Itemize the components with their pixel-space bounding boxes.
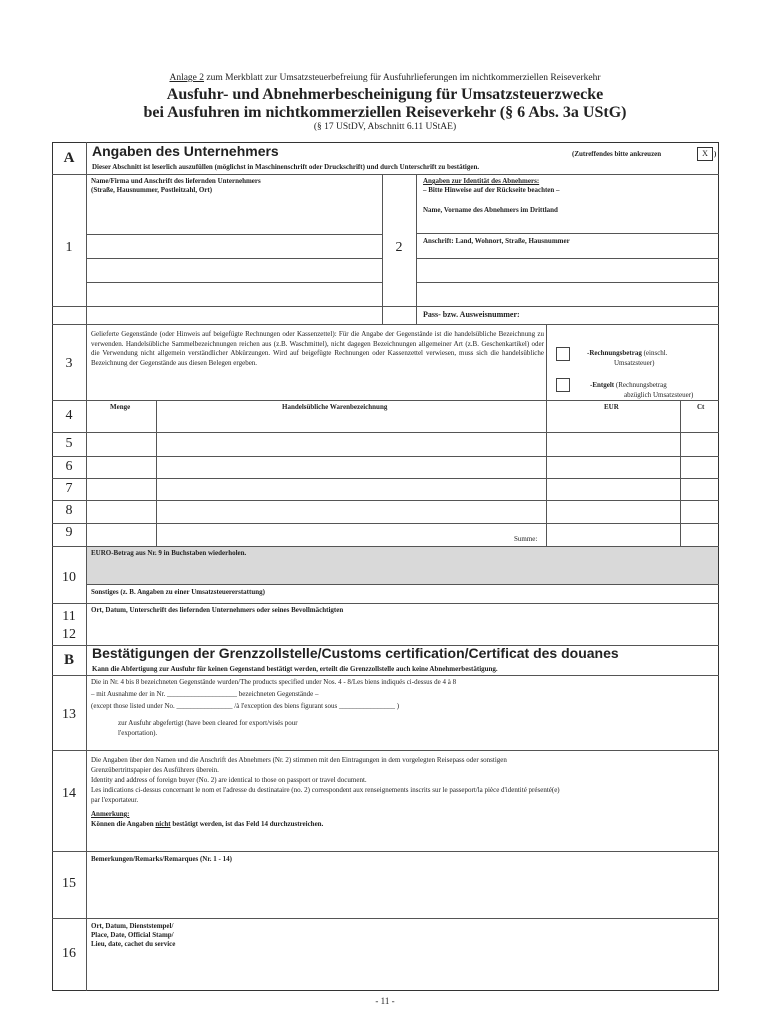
divider	[156, 400, 157, 547]
row2-label-2: – Bitte Hinweise auf der Rückseite beachten –	[423, 186, 560, 194]
row-number-11: 11	[62, 609, 76, 624]
annex-text: zum Merkblatt zur Umsatzsteuerbefreiung für Ausfuhrlieferungen im nichtkommerziellen Reiseverkehr	[204, 73, 601, 83]
row14-note	[91, 820, 323, 829]
row-number-10: 10	[62, 570, 76, 585]
divider	[86, 584, 719, 585]
section-a-title: Angaben des Unternehmers	[92, 143, 279, 159]
row1-label-1: Name/Firma und Anschrift des liefernden Unternehmers	[91, 177, 261, 185]
row3-text: Gelieferte Gegenstände (oder Hinweis auf beigefügte Rechnungen oder Kassenzettel): Für die Angabe der Gegenstände ist die handelsübliche Bezeichnung zu verwenden. Handelsübliche Sammelbezeichnungen reichen aus (z.B. Waschmittel), nicht dagegen Bezeichnungen allgemeiner Art (z.B. Geschenkartikel) oder die Verwendung nicht allgemein verständlicher Abkürzungen. Wird auf beigefügte Rechnungen oder Kassenzettel verwiesen, muss sich die handelsübliche Bezeichnung der Gegenstände aus diesen Belegen ergeben.	[91, 330, 544, 367]
check-hint-close: )	[714, 150, 717, 158]
divider	[52, 500, 719, 501]
row-number-15: 15	[62, 876, 76, 891]
divider	[52, 478, 719, 479]
option-entgelt-rest: (Rechnungsbetrag	[614, 381, 667, 389]
divider	[86, 234, 382, 235]
row-number-6: 6	[65, 459, 73, 474]
divider	[86, 258, 382, 259]
divider	[416, 233, 719, 234]
row2-name-label: Name, Vorname des Abnehmers im Drittland	[423, 206, 558, 214]
row14-note-b: bestätigt werden, ist das Feld 14 durchzustreichen.	[170, 820, 324, 828]
divider	[52, 456, 719, 457]
document-title-2: bei Ausfuhren im nichtkommerziellen Reiseverkehr (§ 6 Abs. 3a UStG)	[143, 104, 627, 121]
check-example-box: X	[697, 147, 713, 161]
row-number-7: 7	[65, 481, 73, 496]
row2-label-1: Angaben zur Identität des Abnehmers:	[423, 177, 540, 185]
row14-line-3: Identity and address of foreign buyer (No. 2) are identical to those on passport or travel document.	[91, 776, 367, 784]
divider	[52, 603, 719, 604]
divider	[416, 282, 719, 283]
divider	[52, 400, 719, 401]
row13-line-1: Die in Nr. 4 bis 8 bezeichneten Gegenstände wurden/The products specified under Nos. 4 - 8/Les biens indiqués ci-dessus de 4 à 8	[91, 678, 457, 686]
col-eur: EUR	[604, 403, 619, 411]
divider	[52, 324, 719, 325]
option-rechnungsbetrag-bold: -Rechnungsbetrag	[587, 349, 642, 357]
divider	[52, 675, 719, 676]
page-number: - 11 -	[375, 996, 395, 1006]
row14-note-u: nicht	[155, 820, 171, 828]
row10-label: EURO-Betrag aus Nr. 9 in Buchstaben wiederholen.	[91, 549, 247, 557]
divider	[416, 174, 417, 324]
row11-label: Ort, Datum, Unterschrift des liefernden Unternehmers oder seines Bevollmächtigten	[91, 606, 344, 614]
row14-note-title: Anmerkung:	[91, 810, 130, 818]
section-a-instruction: Dieser Abschnitt ist leserlich auszufüllen (möglichst in Maschinenschrift oder Druckschrift) und durch Unterschrift zu bestätigen.	[92, 163, 480, 171]
divider	[52, 918, 719, 919]
option-entgelt-line2: abzüglich Umsatzsteuer)	[624, 391, 694, 399]
row1-label-2: (Straße, Hausnummer, Postleitzahl, Ort)	[91, 186, 213, 194]
row-number-8: 8	[65, 503, 73, 518]
divider	[680, 400, 681, 547]
divider	[546, 400, 547, 547]
document-title: Ausfuhr- und Abnehmerbescheinigung für Umsatzsteuerzwecke	[166, 86, 604, 103]
section-b-instruction: Kann die Abfertigung zur Ausfuhr für keinen Gegenstand bestätigt werden, erteilt die Grenzzollstelle auch keine Abnehmerbestätigung.	[92, 665, 498, 673]
divider	[546, 324, 547, 400]
row-number-5: 5	[65, 436, 73, 451]
row14-line-4: Les indications ci-dessus concernant le nom et l'adresse du destinataire (no. 2) correspondent aux renseignements inscrits sur le passeport/la pièce d'identité présenté(e)	[91, 786, 560, 794]
divider	[86, 282, 382, 283]
row14-line-1: Die Angaben über den Namen und die Anschrift des Abnehmers (Nr. 2) stimmen mit den Eintragungen in dem vorgelegten Reisepass oder sonstigen	[91, 756, 507, 764]
row-number-16: 16	[62, 946, 76, 961]
option-entgelt	[590, 381, 667, 390]
row13-line-2: – mit Ausnahme der in Nr. ____________________ bezeichneten Gegenstände –	[91, 690, 319, 698]
row-number-14: 14	[62, 786, 76, 801]
row13-line-4: zur Ausfuhr abgefertigt (have been cleared for export/visés pour	[118, 719, 298, 727]
row2-passport-label: Pass- bzw. Ausweisnummer:	[423, 310, 520, 319]
summe-label: Summe:	[514, 535, 538, 543]
row14-line-5: par l'exportateur.	[91, 796, 139, 804]
row-number-1: 1	[65, 240, 73, 255]
row16-line-3: Lieu, date, cachet du service	[91, 940, 176, 948]
col-bezeichnung: Handelsübliche Warenbezeichnung	[282, 403, 388, 411]
divider	[52, 306, 719, 307]
row14-note-a: Können die Angaben	[91, 820, 156, 828]
divider	[416, 258, 719, 259]
col-ct: Ct	[697, 403, 705, 411]
row-number-2: 2	[395, 240, 403, 255]
section-b-letter: B	[63, 652, 74, 668]
divider	[52, 432, 719, 433]
row-number-12: 12	[62, 627, 76, 642]
annex-link: Anlage 2	[169, 73, 205, 83]
divider	[52, 523, 719, 524]
row2-address-label: Anschrift: Land, Wohnort, Straße, Hausnummer	[423, 237, 570, 245]
section-b-title: Bestätigungen der Grenzzollstelle/Customs certification/Certificat des douanes	[92, 645, 619, 661]
col-menge: Menge	[110, 403, 131, 411]
document-subtitle: (§ 17 UStDV, Abschnitt 6.11 UStAE)	[313, 122, 457, 132]
row-number-9: 9	[65, 525, 73, 540]
row16-line-2: Place, Date, Official Stamp/	[91, 931, 174, 939]
divider	[52, 750, 719, 751]
row-number-13: 13	[62, 707, 76, 722]
row10b-label: Sonstiges (z. B. Angaben zu einer Umsatzsteuererstattung)	[91, 588, 265, 596]
section-a-letter: A	[63, 150, 75, 166]
row15-label: Bemerkungen/Remarks/Remarques (Nr. 1 - 14)	[91, 855, 232, 863]
annex-line	[0, 73, 770, 83]
divider	[52, 174, 719, 175]
option-entgelt-bold: -Entgelt	[590, 381, 615, 389]
row13-line-3: (except those listed under No. ________________ /à l'exception des biens figurant sous ________________ )	[91, 702, 400, 710]
checkbox-rechnungsbetrag[interactable]	[556, 347, 570, 361]
checkbox-entgelt[interactable]	[556, 378, 570, 392]
check-hint: (Zutreffendes bitte ankreuzen	[572, 150, 662, 158]
row13-line-5: l'exportation).	[118, 729, 158, 737]
row-number-4: 4	[65, 408, 73, 423]
row14-line-2: Grenzübertrittspapier des Ausführers überein.	[91, 766, 219, 774]
row16-line-1: Ort, Datum, Dienststempel/	[91, 922, 174, 930]
option-rechnungsbetrag	[587, 349, 668, 358]
divider	[52, 851, 719, 852]
option-rechnungsbetrag-line2: Umsatzsteuer)	[614, 359, 655, 367]
option-rechnungsbetrag-rest: (einschl.	[641, 349, 668, 357]
row-number-3: 3	[65, 356, 73, 371]
